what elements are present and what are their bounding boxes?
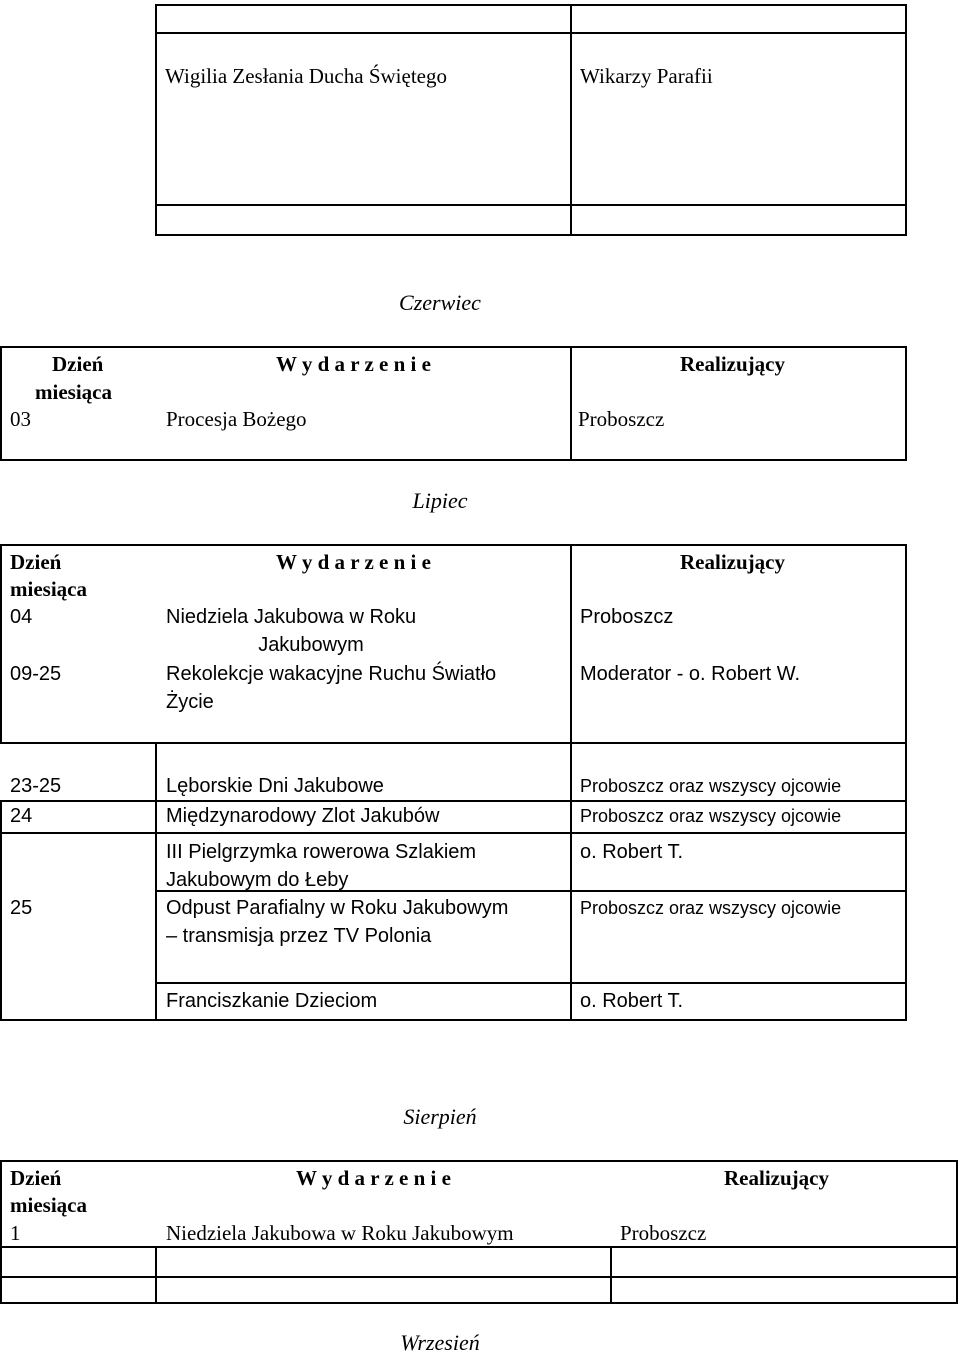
table-border (0, 346, 907, 348)
table-border (570, 346, 572, 461)
row-event: Franciszkanie Dzieciom (166, 990, 378, 1012)
table-border (610, 1246, 612, 1304)
month-title-czerwiec: Czerwiec (399, 290, 481, 315)
header-day-cont: miesiąca (35, 380, 112, 404)
table-border (0, 346, 2, 461)
row-day: 1 (10, 1221, 21, 1245)
header-person: Realizujący (724, 1166, 829, 1190)
header-person: Realizujący (680, 550, 785, 574)
header-day-cont: miesiąca (10, 1193, 87, 1217)
row-event: Rekolekcje wakacyjne Ruchu Światło (166, 663, 497, 685)
row-person: Moderator - o. Robert W. (580, 663, 801, 685)
row-person: Proboszcz oraz wszyscy ojcowie (580, 898, 842, 918)
table-border (0, 1160, 958, 1162)
row-day: 24 (10, 805, 33, 827)
table-border (155, 204, 907, 206)
row-event: Niedziela Jakubowa w Roku Jakubowym (166, 1221, 514, 1245)
header-day-cont: miesiąca (10, 577, 87, 601)
table-border (155, 4, 157, 236)
table-border (0, 1019, 907, 1021)
table-border (570, 544, 572, 744)
table-border (0, 1160, 2, 1304)
header-day: Dzień (10, 550, 62, 574)
table-border (0, 832, 907, 834)
row-event-cont: Życie (166, 691, 214, 713)
row-event: Lęborskie Dni Jakubowe (166, 775, 384, 797)
row-event: III Pielgrzymka rowerowa Szlakiem (166, 841, 477, 863)
row-day: 09-25 (10, 663, 62, 685)
table-border (905, 742, 907, 1021)
table-border (155, 32, 907, 34)
table-border (570, 742, 572, 1021)
row-person: Proboszcz oraz wszyscy ojcowie (580, 806, 842, 826)
row-event-cont: – transmisja przez TV Polonia (166, 925, 432, 947)
row-event-cont: Jakubowym (258, 634, 364, 656)
row-person: o. Robert T. (580, 990, 684, 1012)
header-event: W y d a r z e n i e (296, 1166, 451, 1190)
row-event-cont: Jakubowym do Łeby (166, 869, 349, 891)
table-border (956, 1160, 958, 1304)
table-border (0, 459, 907, 461)
header-day: Dzień (10, 1166, 62, 1190)
table-border (155, 742, 907, 744)
table-border (0, 544, 2, 744)
header-person: Realizujący (680, 352, 785, 376)
row-event: Odpust Parafialny w Roku Jakubowym (166, 897, 509, 919)
table-border (155, 982, 907, 984)
row-day: 04 (10, 606, 33, 628)
table-border (155, 4, 907, 6)
header-event: W y d a r z e n i e (276, 352, 431, 376)
row-event: Międzynarodowy Zlot Jakubów (166, 805, 440, 827)
table-border (0, 544, 907, 546)
header-day: Dzień (52, 352, 104, 376)
row-person: Proboszcz (620, 1221, 707, 1245)
table-border (905, 544, 907, 744)
row-day: 23-25 (10, 775, 62, 797)
table-border (155, 234, 907, 236)
table-border (155, 742, 157, 1021)
row-day: 03 (10, 407, 31, 431)
row-person: Proboszcz (578, 407, 665, 431)
table-border (0, 1276, 958, 1278)
event-text: Wigilia Zesłania Ducha Świętego (165, 64, 447, 88)
row-person: o. Robert T. (580, 841, 684, 863)
header-event: W y d a r z e n i e (276, 550, 431, 574)
row-person: Proboszcz (580, 606, 674, 628)
month-title-sierpien: Sierpień (403, 1104, 477, 1129)
table-border (905, 4, 907, 236)
table-border (570, 4, 572, 236)
month-title-wrzesien: Wrzesień (400, 1330, 480, 1355)
row-day: 25 (10, 897, 33, 919)
table-border (155, 1246, 157, 1304)
row-event: Niedziela Jakubowa w Roku (166, 606, 417, 628)
table-border (0, 800, 2, 1021)
table-border (0, 1302, 958, 1304)
row-person: Proboszcz oraz wszyscy ojcowie (580, 776, 842, 796)
row-event: Procesja Bożego (166, 407, 307, 431)
table-border (905, 346, 907, 461)
person-text: Wikarzy Parafii (580, 64, 713, 88)
month-title-lipiec: Lipiec (412, 488, 468, 513)
